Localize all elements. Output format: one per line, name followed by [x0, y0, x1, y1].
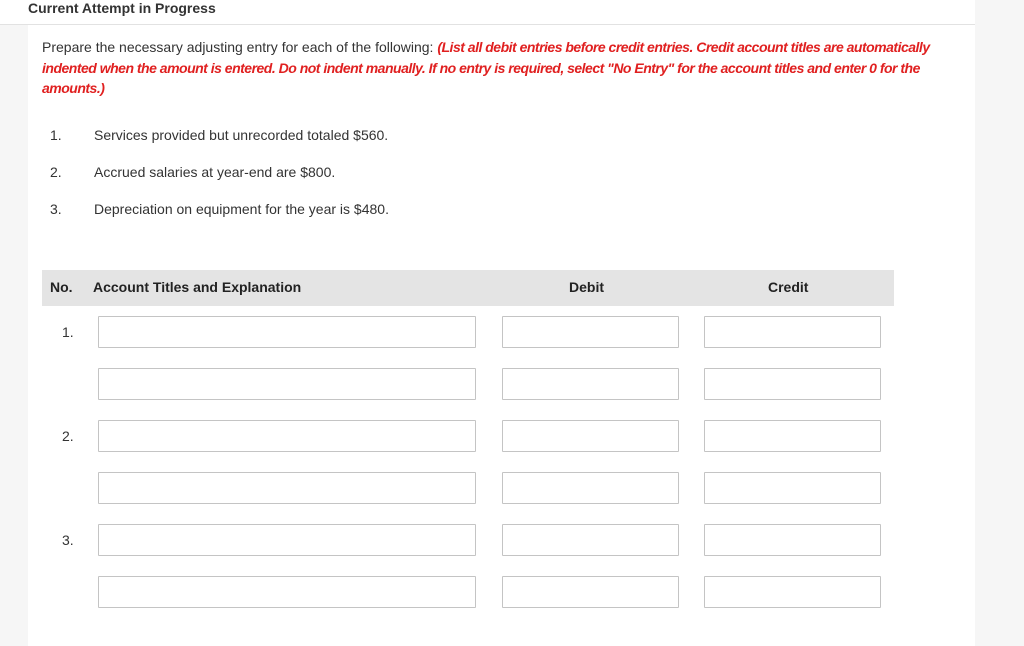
item-number: 1.	[50, 127, 62, 143]
item-text: Accrued salaries at year-end are $800.	[94, 164, 336, 180]
instructions-note: (List all debit entries before credit entries. Credit account titles are automatically indented when the amount is entered. Do not indent manually. If no entry is required, select "No Entry" for the account titles and enter 0 for the amounts.)	[42, 39, 930, 96]
header-no: No.	[50, 279, 73, 295]
journal-table-header	[42, 270, 894, 306]
table-row	[42, 514, 894, 566]
table-row	[42, 410, 894, 462]
row-number: 2.	[62, 428, 74, 444]
debit-input[interactable]	[502, 472, 679, 504]
list-item	[50, 164, 750, 201]
question-panel	[28, 25, 975, 646]
item-text: Services provided but unrecorded totaled $560.	[94, 127, 389, 143]
top-bar	[0, 0, 975, 25]
account-title-input[interactable]	[98, 472, 476, 504]
debit-input[interactable]	[502, 524, 679, 556]
header-account-titles: Account Titles and Explanation	[93, 279, 302, 295]
account-title-input[interactable]	[98, 316, 476, 348]
item-text: Depreciation on equipment for the year is $480.	[94, 201, 389, 217]
table-row	[42, 566, 894, 618]
table-row	[42, 306, 894, 358]
row-number: 1.	[62, 324, 74, 340]
item-number: 3.	[50, 201, 62, 217]
debit-input[interactable]	[502, 420, 679, 452]
debit-input[interactable]	[502, 368, 679, 400]
account-title-input[interactable]	[98, 576, 476, 608]
instructions	[42, 37, 952, 99]
credit-input[interactable]	[704, 472, 881, 504]
row-number: 3.	[62, 532, 74, 548]
item-number: 2.	[50, 164, 62, 180]
credit-input[interactable]	[704, 368, 881, 400]
credit-input[interactable]	[704, 524, 881, 556]
account-title-input[interactable]	[98, 420, 476, 452]
table-row	[42, 462, 894, 514]
attempt-status-title: Current Attempt in Progress	[28, 0, 216, 16]
debit-input[interactable]	[502, 576, 679, 608]
account-title-input[interactable]	[98, 368, 476, 400]
header-debit: Debit	[569, 279, 604, 295]
instructions-prompt: Prepare the necessary adjusting entry for each of the following:	[42, 39, 434, 55]
table-row	[42, 358, 894, 410]
debit-input[interactable]	[502, 316, 679, 348]
transaction-list	[50, 127, 750, 238]
list-item	[50, 127, 750, 164]
journal-entry-table	[42, 270, 894, 618]
account-title-input[interactable]	[98, 524, 476, 556]
credit-input[interactable]	[704, 576, 881, 608]
header-credit: Credit	[768, 279, 809, 295]
credit-input[interactable]	[704, 420, 881, 452]
list-item	[50, 201, 750, 238]
credit-input[interactable]	[704, 316, 881, 348]
